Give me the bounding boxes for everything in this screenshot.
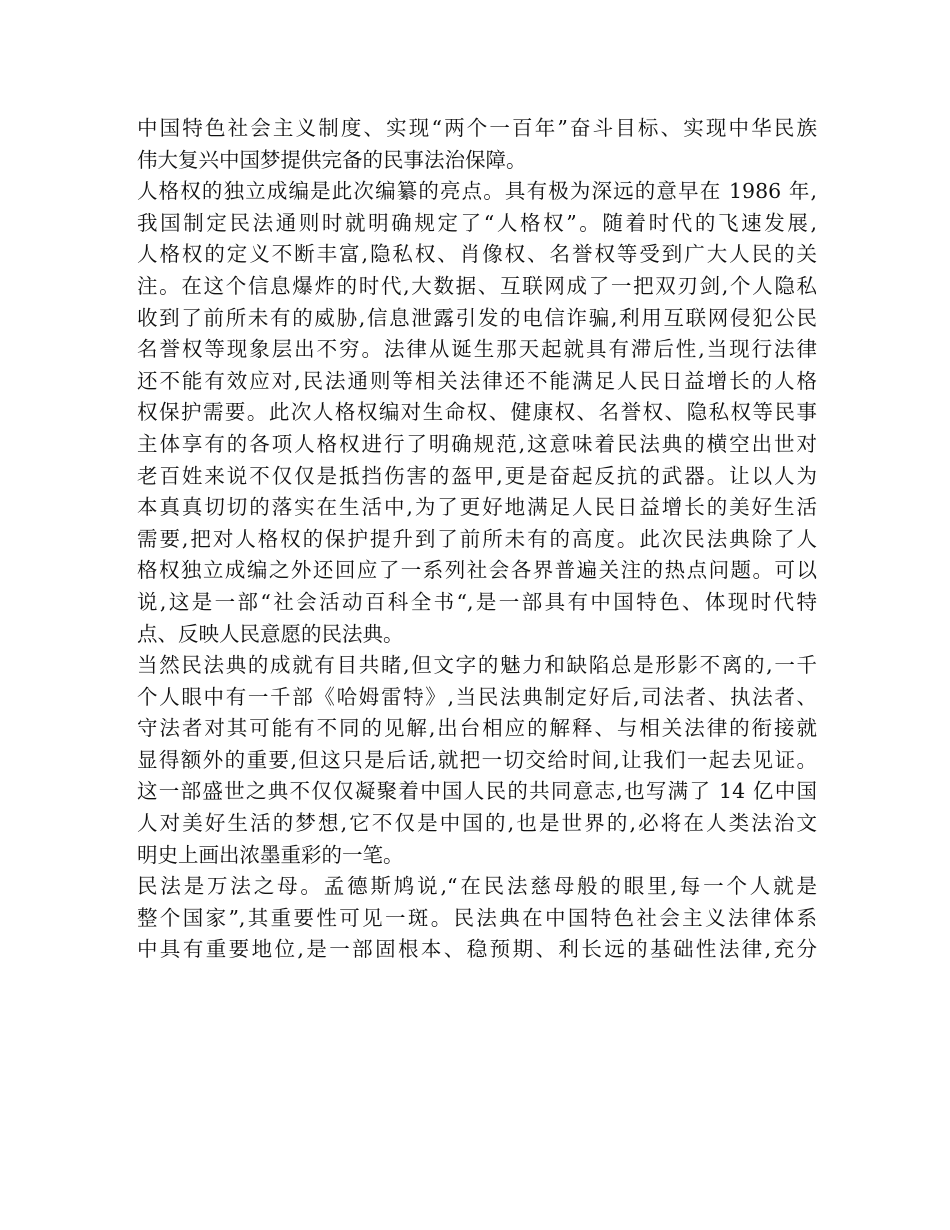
text-line: 本真真切切的落实在生活中,为了更好地满足人民日益增长的美好生活 [137, 495, 817, 520]
text-line: 人格权的独立成编是此次编纂的亮点。具有极为深远的意早在 1986 年, [137, 179, 817, 204]
text-line: 还不能有效应对,民法通则等相关法律还不能满足人民日益增长的人格 [137, 368, 817, 393]
text-line: 明史上画出浓墨重彩的一笔。 [137, 842, 404, 867]
text-line: 守法者对其可能有不同的见解,出台相应的解释、与相关法律的衔接就 [137, 716, 817, 741]
text-line: 权保护需要。此次人格权编对生命权、健康权、名誉权、隐私权等民事 [137, 400, 817, 425]
text-line: 注。在这个信息爆炸的时代,大数据、互联网成了一把双刃剑,个人隐私 [137, 273, 817, 298]
text-line: 说,这是一部“社会活动百科全书“,是一部具有中国特色、体现时代特 [137, 589, 817, 614]
document-page [137, 113, 817, 966]
text-line: 伟大复兴中国梦提供完备的民事法治保障。 [137, 147, 527, 172]
text-line: 中具有重要地位,是一部固根本、稳预期、利长远的基础性法律,充分 [137, 937, 817, 962]
paragraph-1 [137, 113, 817, 176]
text-line: 中国特色社会主义制度、实现“两个一百年”奋斗目标、实现中华民族 [137, 116, 817, 140]
text-line: 格权独立成编之外还回应了一系列社会各界普遍关注的热点问题。可以 [137, 558, 817, 583]
text-line: 点、反映人民意愿的民法典。 [137, 621, 404, 646]
text-line: 显得额外的重要,但这只是后话,就把一切交给时间,让我们一起去见证。 [137, 747, 817, 772]
text-line: 民法是万法之母。孟德斯鸠说,“在民法慈母般的眼里,每一个人就是 [137, 874, 817, 899]
text-line: 名誉权等现象层出不穷。法律从诞生那天起就具有滞后性,当现行法律 [137, 337, 817, 362]
paragraph-2 [137, 176, 817, 650]
text-line: 老百姓来说不仅仅是抵挡伤害的盔甲,更是奋起反抗的武器。让以人为 [137, 463, 817, 488]
text-line: 这一部盛世之典不仅仅凝聚着中国人民的共同意志,也写满了 14 亿中国 [137, 779, 817, 804]
text-line: 人对美好生活的梦想,它不仅是中国的,也是世界的,必将在人类法治文 [137, 811, 817, 836]
text-line: 需要,把对人格权的保护提升到了前所未有的高度。此次民法典除了人 [137, 526, 817, 551]
text-line: 主体享有的各项人格权进行了明确规范,这意味着民法典的横空出世对 [137, 431, 817, 456]
text-line: 整个国家”,其重要性可见一斑。民法典在中国特色社会主义法律体系 [137, 905, 817, 930]
text-line: 我国制定民法通则时就明确规定了“人格权”。随着时代的飞速发展, [137, 210, 817, 235]
paragraph-4 [137, 871, 817, 966]
text-line: 人格权的定义不断丰富,隐私权、肖像权、名誉权等受到广大人民的关 [137, 242, 817, 267]
paragraph-3 [137, 650, 817, 871]
text-line: 收到了前所未有的威胁,信息泄露引发的电信诈骗,利用互联网侵犯公民 [137, 305, 817, 330]
text-line: 当然民法典的成就有目共睹,但文字的魅力和缺陷总是形影不离的,一千 [137, 653, 817, 678]
text-line: 个人眼中有一千部《哈姆雷特》,当民法典制定好后,司法者、执法者、 [137, 684, 817, 709]
